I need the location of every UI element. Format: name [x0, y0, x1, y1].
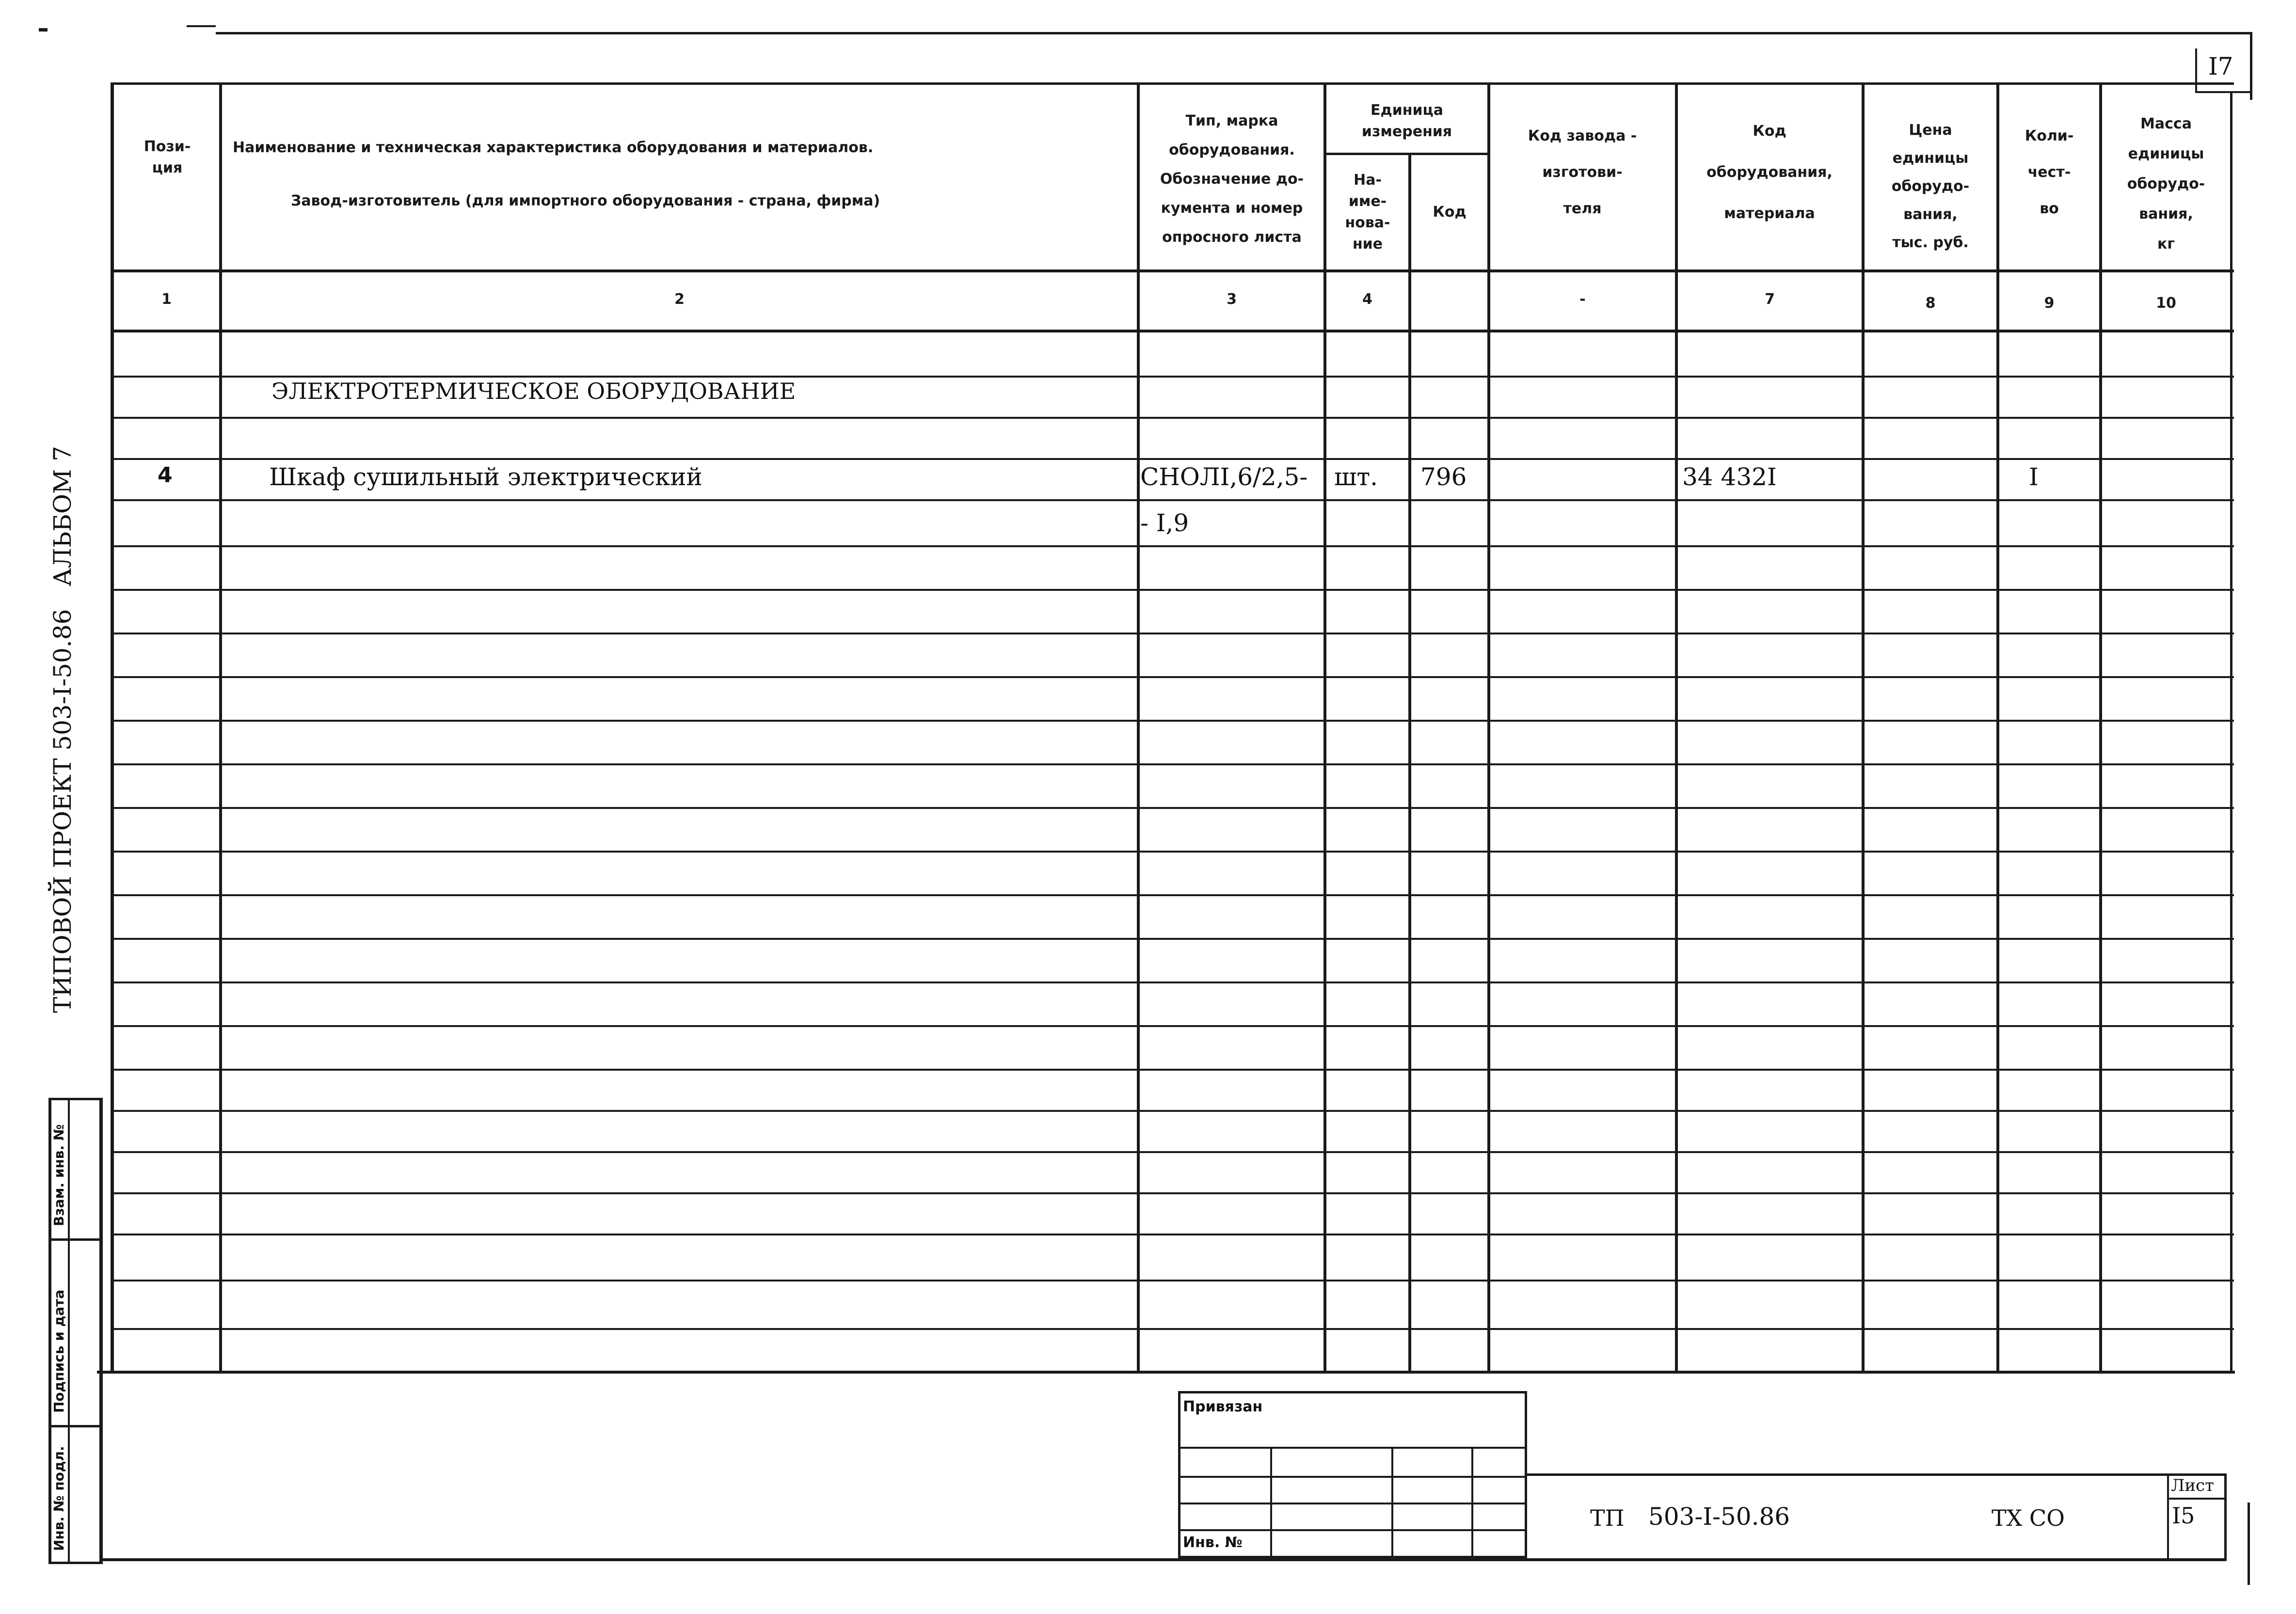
stamp-podpis-data: Подпись и дата [51, 1289, 67, 1413]
header-unit-name: На- име- нова- ние [1345, 171, 1390, 253]
doc-block-right [2224, 1473, 2227, 1561]
row-name: Шкаф сушильный электрический [269, 463, 702, 491]
side-title-album: АЛЬБОМ 7 [48, 446, 77, 586]
doc-suffix: ТХ СО [1992, 1505, 2065, 1531]
header-equipment-code: Код оборудования, материала [1706, 122, 1833, 222]
header-name-line1: Наименование и техническая характеристика оборудования и материалов. [233, 139, 874, 156]
colnum-2: 2 [674, 291, 685, 308]
section-title: ЭЛЕКТРОТЕРМИЧЕСКОЕ ОБОРУДОВАНИЕ [271, 378, 796, 404]
header-price: Цена единицы оборудо- вания, тыс. руб. [1891, 122, 1970, 251]
colnum-6: - [1579, 291, 1586, 308]
doc-code-prefix: ТП [1590, 1505, 1625, 1531]
side-title-project: ТИПОВОЙ ПРОЕКТ 503-I-50.86 [48, 609, 77, 1013]
edge-mark [2248, 1503, 2250, 1585]
stamp-inv-podl: Инв. № подл. [51, 1446, 67, 1551]
row-type-line2: - I,9 [1140, 509, 1189, 537]
colnum-10: 10 [2156, 295, 2176, 312]
list-number: I5 [2172, 1503, 2195, 1529]
row-unit-name: шт. [1334, 463, 1378, 491]
header-unit-group: Единица измерения [1361, 102, 1452, 140]
colnum-4: 4 [1362, 291, 1372, 308]
stamp-vzam-inv: Взам. инв. № [51, 1124, 67, 1226]
header-position: Пози- ция [144, 138, 191, 176]
row-equipment-code: 34 432I [1682, 463, 1777, 491]
privyazan-box [1178, 1391, 1527, 1558]
header-quantity: Коли- чест- во [2025, 127, 2074, 217]
sheet-number-top: I7 [2208, 52, 2233, 80]
row-type-line1: СНОЛI,6/2,5- [1140, 463, 1308, 491]
colnum-7: 7 [1765, 291, 1775, 308]
colnum-3: 3 [1227, 291, 1237, 308]
colnum-9: 9 [2044, 295, 2055, 312]
row-quantity: I [2029, 463, 2039, 491]
stamp-right-border [99, 1098, 103, 1563]
header-factory-code: Код завода - изготови- теля [1528, 127, 1637, 217]
list-label: Лист [2171, 1476, 2214, 1495]
row-unit-code: 796 [1420, 463, 1467, 491]
privyazan-label: Привязан [1183, 1398, 1263, 1415]
header-name-line2: Завод-изготовитель (для импортного оборудования - страна, фирма) [291, 192, 880, 209]
row-position: 4 [158, 463, 173, 488]
header-type: Тип, марка оборудования. Обозначение до- кумента и номер опросного листа [1160, 112, 1304, 246]
inv-no-label: Инв. № [1183, 1534, 1243, 1551]
header-unit-code: Код [1433, 203, 1467, 221]
header-mass: Масса единицы оборудо- вания, кг [2127, 115, 2205, 253]
colnum-1: 1 [161, 291, 172, 308]
bottom-frame-line [103, 1558, 2226, 1561]
colnum-8: 8 [1925, 295, 1936, 312]
doc-code: 503-I-50.86 [1648, 1503, 1790, 1531]
